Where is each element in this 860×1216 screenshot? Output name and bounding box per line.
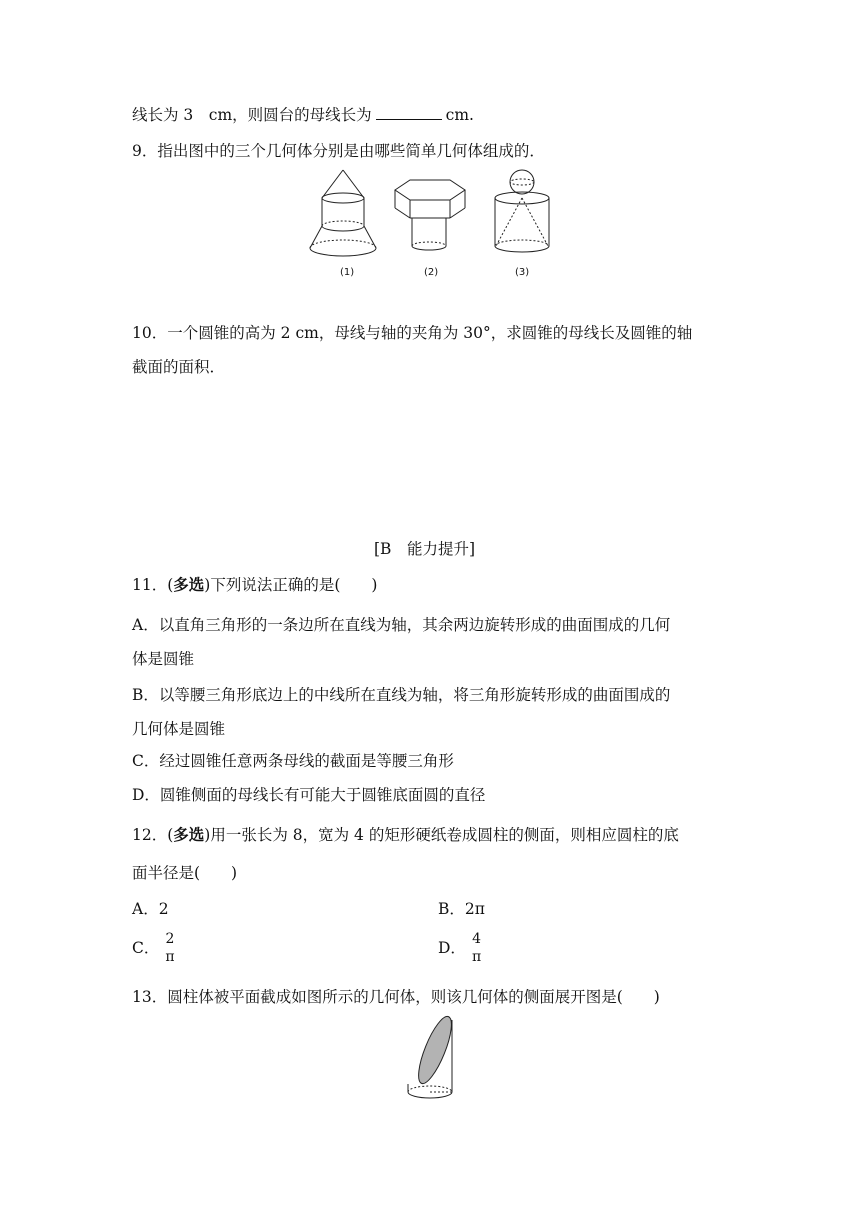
fraction-denominator: π — [471, 949, 482, 965]
q12-option-d-fraction — [472, 930, 481, 966]
q12-option-a: A．2 — [132, 900, 169, 918]
figure-2-hexprism-cylinder — [395, 180, 465, 250]
q12-option-d-label: D． — [438, 939, 466, 957]
q11-stem — [132, 574, 377, 596]
q11-option-a-line-2: 体是圆锥 — [132, 650, 195, 668]
q12-number: 12．( — [132, 826, 174, 844]
q11-option-b-line-1: B．以等腰三角形底边上的中线所在直线为轴，将三角形旋转形成的曲面围成的 — [132, 686, 671, 704]
q8-continuation — [132, 104, 474, 126]
q12-question: )用一张长为 8，宽为 4 的矩形硬纸卷成圆柱的侧面，则相应圆柱的底 — [204, 826, 679, 844]
q12-option-b: B．2π — [438, 900, 485, 918]
q12-option-c — [132, 930, 175, 966]
q11-option-b-line-2: 几何体是圆锥 — [132, 720, 226, 738]
q11-option-d: D．圆锥侧面的母线长有可能大于圆锥底面圆的直径 — [132, 786, 486, 804]
q8-unit: cm. — [445, 106, 474, 124]
figure-label-2: (2) — [424, 267, 439, 278]
q11-number: 11．( — [132, 576, 174, 594]
figure-3-sphere-cylinder-cone — [495, 170, 549, 252]
q12-multi-tag: 多选 — [173, 825, 205, 844]
q12-stem — [132, 824, 679, 846]
q13-text: 13．圆柱体被平面截成如图所示的几何体，则该几何体的侧面展开图是( ) — [132, 988, 660, 1006]
q11-option-a-line-1: A．以直角三角形的一条边所在直线为轴，其余两边旋转形成的曲面围成的几何 — [132, 616, 671, 634]
fraction-denominator: π — [165, 949, 175, 965]
q11-question: )下列说法正确的是( ) — [204, 576, 378, 594]
q12-option-c-label: C． — [132, 939, 160, 957]
q12-option-c-fraction — [165, 930, 174, 966]
q11-option-c: C．经过圆锥任意两条母线的截面是等腰三角形 — [132, 752, 454, 770]
q10-line-1: 10．一个圆锥的高为 2 cm，母线与轴的夹角为 30°，求圆锥的母线长及圆锥的轴 — [132, 324, 693, 342]
q8-text: 线长为 3 cm，则圆台的母线长为 — [132, 106, 372, 124]
q10-line-2: 截面的面积． — [132, 358, 226, 376]
figure-label-1: (1) — [340, 267, 355, 278]
q9-text: 9．指出图中的三个几何体分别是由哪些简单几何体组成的． — [132, 142, 545, 160]
fraction-numerator: 4 — [472, 931, 481, 947]
answer-blank — [376, 105, 442, 120]
figure-label-3: (3) — [515, 267, 530, 278]
q12-option-d — [438, 930, 481, 966]
section-title: [B 能力提升] — [374, 540, 475, 558]
q12-stem-line-2: 面半径是( ) — [132, 864, 238, 882]
q13-figure-truncated-cylinder — [400, 1012, 470, 1104]
fraction-numerator: 2 — [165, 931, 175, 947]
q11-multi-tag: 多选 — [173, 575, 205, 594]
figure-1-cone-cylinder-frustum — [310, 170, 376, 256]
